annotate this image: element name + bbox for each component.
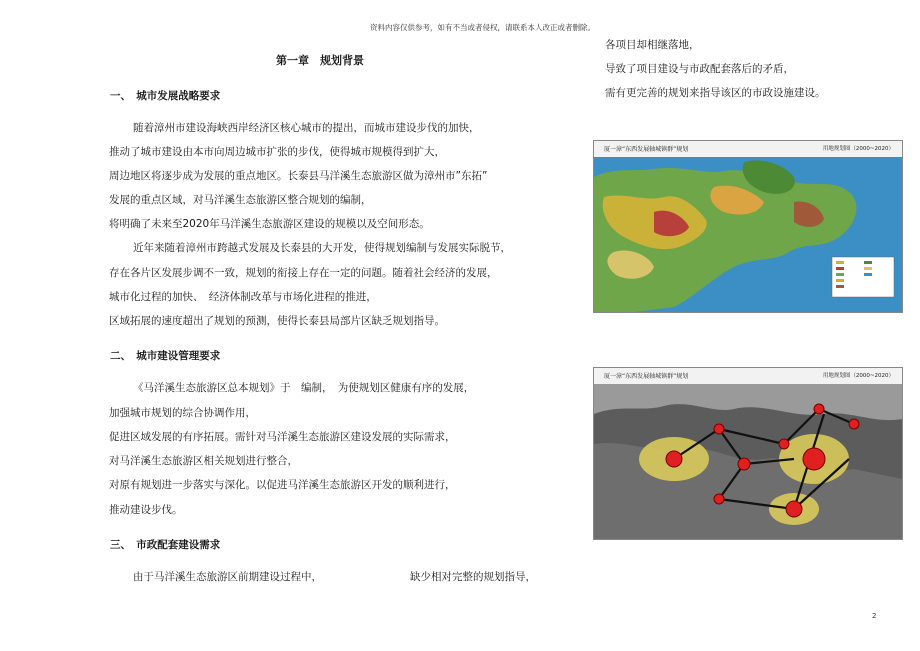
urban-cluster-map-image	[593, 367, 903, 540]
paragraph-line: 城市化过程的加快、 经济体制改革与市场化进程的推进，	[109, 291, 377, 303]
right-column-line: 各项目却相继落地，	[605, 39, 700, 51]
paragraph-line: 推动建设步伐。	[109, 504, 183, 516]
map-header	[594, 141, 902, 157]
map-subtitle: 用地规划图（2000~2020）	[822, 146, 894, 152]
paragraph-line: 对原有规划进一步落实与深化。以促进马洋溪生态旅游区开发的顺利进行，	[109, 479, 456, 491]
paragraph-line: 加强城市规划的综合协调作用，	[109, 407, 256, 419]
paragraph-line: 发展的重点区域，对马洋溪生态旅游区整合规划的编制，	[109, 194, 372, 206]
paragraph-line: 由于马洋溪生态旅游区前期建设过程中，	[133, 571, 322, 583]
map-subtitle: 用地规划图（2000~2020）	[822, 373, 894, 379]
land-use-map-graphic	[594, 157, 902, 312]
paragraph-line: 将明确了未来至2020年马洋溪生态旅游区建设的规模以及空间形态。	[109, 218, 430, 230]
paragraph-line: 对马洋溪生态旅游区相关规划进行整合，	[109, 455, 298, 467]
page-number: 2	[872, 612, 877, 620]
paragraph-line: 区域拓展的速度超出了规划的预测，使得长泰县局部片区缺乏规划指导。	[109, 315, 445, 327]
section-heading-3: 三、 市政配套建设需求	[110, 539, 221, 551]
right-column-line: 导致了项目建设与市政配套落后的矛盾，	[605, 63, 794, 75]
right-column-line: 需有更完善的规划来指导该区的市政设施建设。	[605, 87, 826, 99]
map-header	[594, 368, 902, 384]
paragraph-line: 近年来随着漳州市跨越式发展及长泰县的大开发，使得规划编制与发展实际脱节，	[133, 242, 511, 254]
chapter-title: 第一章 规划背景	[276, 54, 364, 67]
paragraph-line: 存在各片区发展步调不一致，规划的衔接上存在一定的问题。随着社会经济的发展，	[109, 267, 498, 279]
paragraph-line: 《马洋溪生态旅游区总本规划》于 编制， 为使规划区健康有序的发展，	[133, 382, 475, 394]
section-heading-2: 二、 城市建设管理要求	[110, 350, 221, 362]
map-title: 厦一漳“东西发展轴城镇群”规划	[604, 373, 689, 380]
paragraph-line: 缺少相对完整的规划指导，	[410, 571, 536, 583]
paragraph-line: 周边地区将逐步成为发展的重点地区。长泰县马洋溪生态旅游区做为漳州市”东拓”	[109, 170, 488, 182]
paragraph-line: 随着漳州市建设海峡西岸经济区核心城市的提出，而城市建设步伐的加快，	[133, 122, 480, 134]
paragraph-line: 促进区域发展的有序拓展。需针对马洋溪生态旅游区建设发展的实际需求，	[109, 431, 456, 443]
section-heading-1: 一、 城市发展战略要求	[110, 90, 221, 102]
map-title: 厦一漳“东西发展轴城镇群”规划	[604, 146, 689, 153]
paragraph-line: 推动了城市建设由本市向周边城市扩张的步伐，使得城市规模得到扩大，	[109, 146, 445, 158]
header-note: 资料内容仅供参考，如有不当或者侵权，请联系本人改正或者删除。	[370, 23, 595, 32]
urban-cluster-map-graphic	[594, 384, 902, 539]
land-use-map-image	[593, 140, 903, 313]
